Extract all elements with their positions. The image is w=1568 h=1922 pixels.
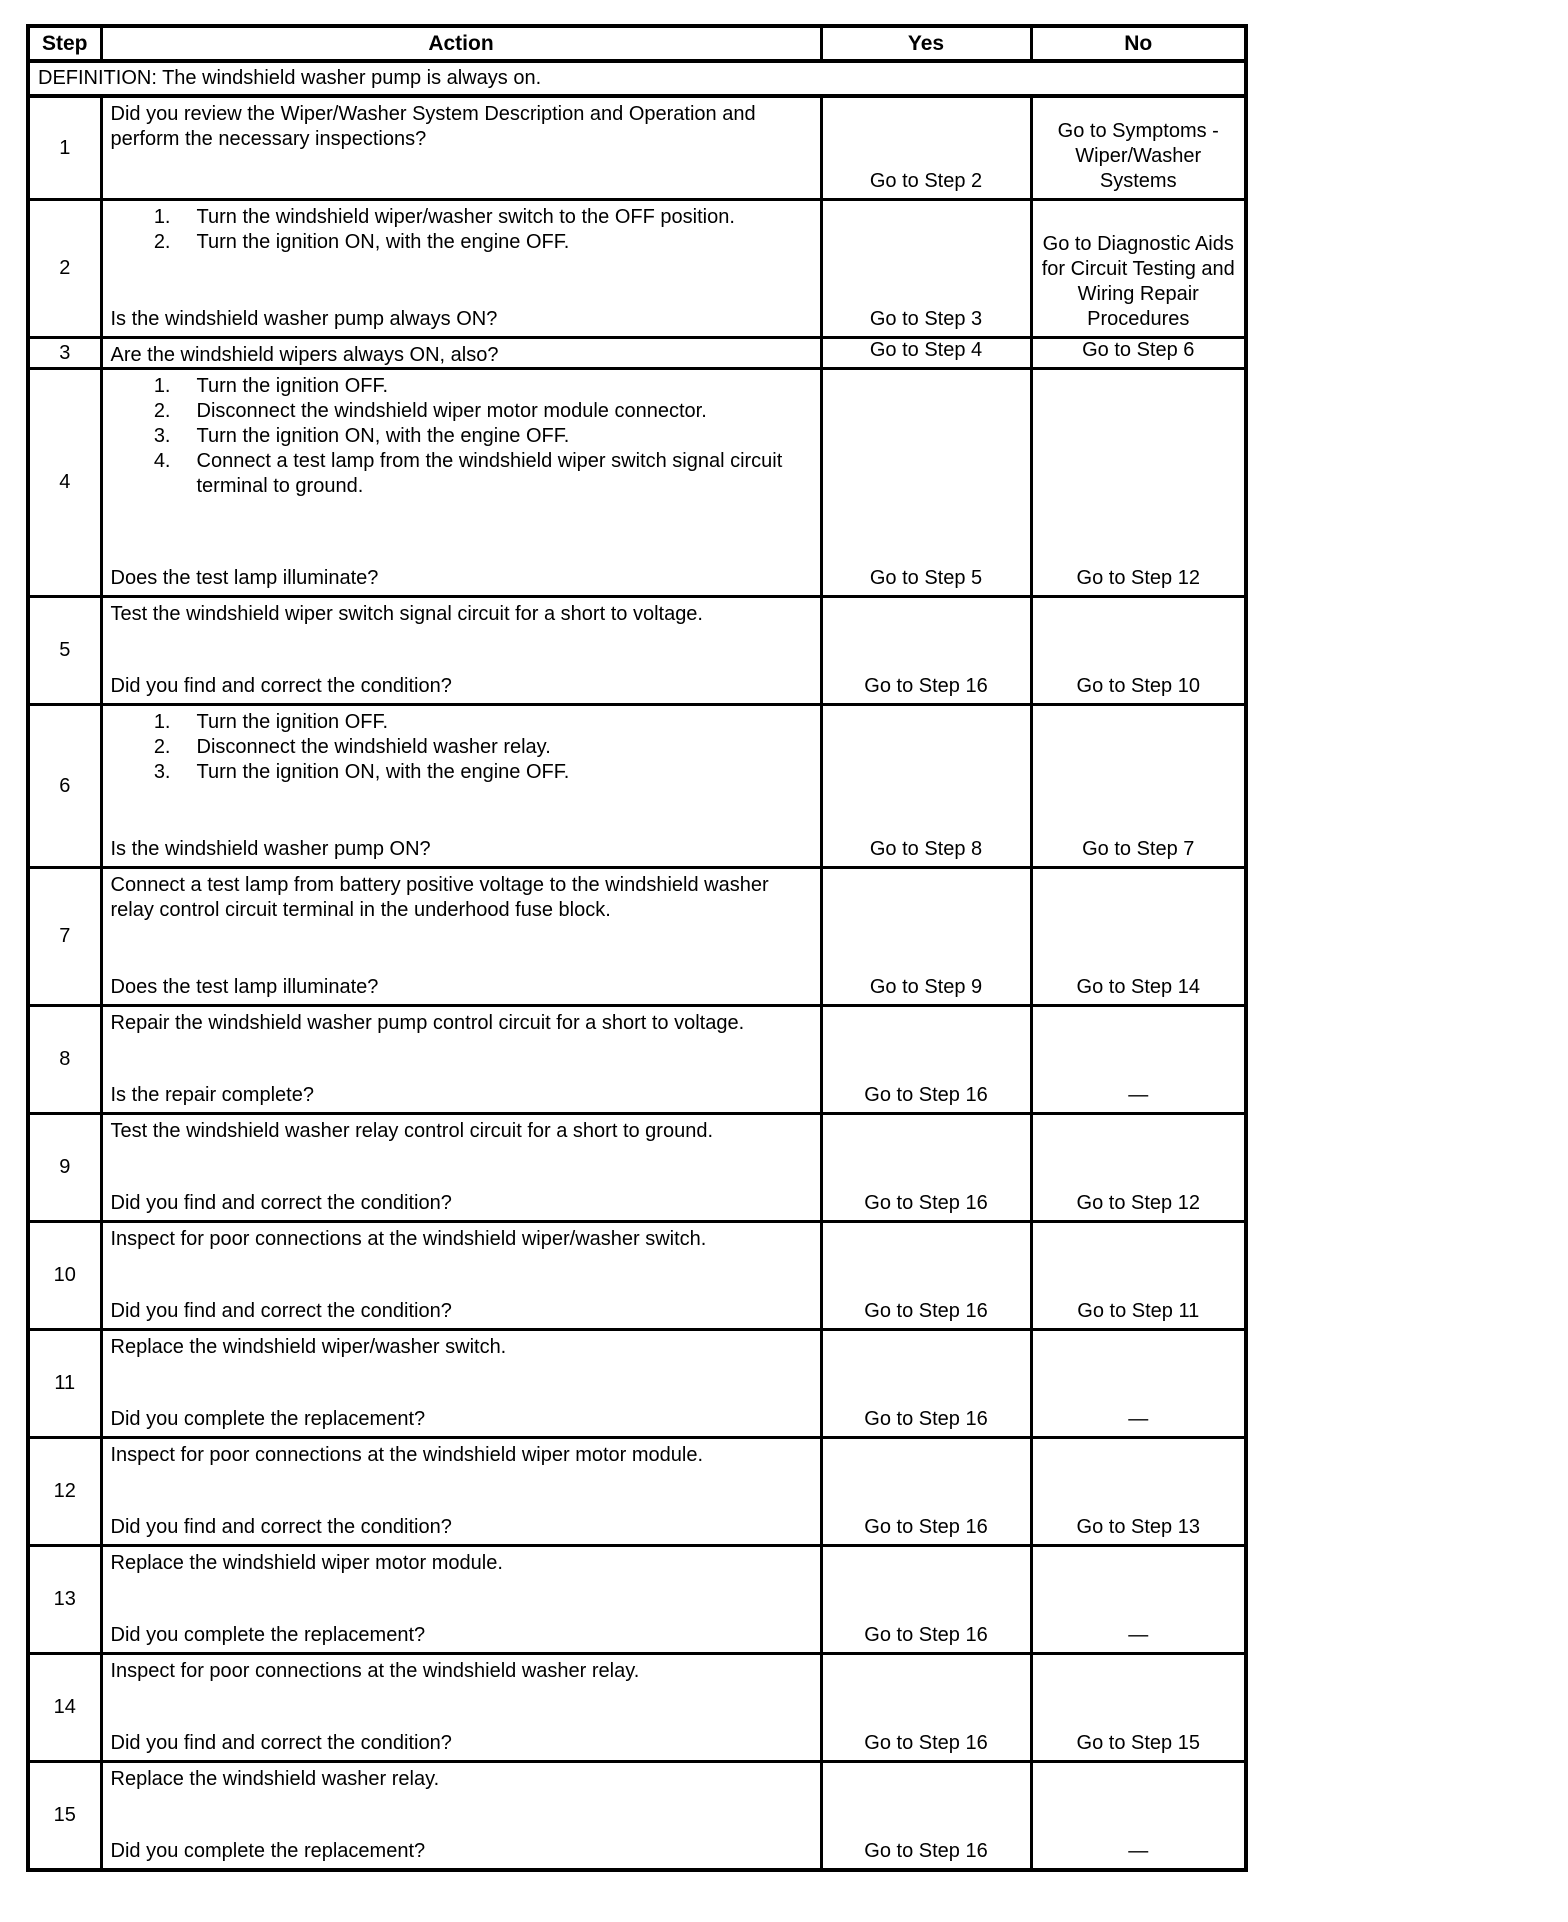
action-cell-content — [111, 1551, 812, 1648]
yes-value: Go to Step 16 — [864, 1408, 988, 1430]
yes-cell — [821, 1654, 1031, 1762]
no-cell — [1031, 1762, 1246, 1871]
step-cell — [28, 338, 101, 369]
step-cell — [28, 200, 101, 338]
action-cell — [101, 597, 821, 705]
action-text: Inspect for poor connections at the windshield washer relay. — [110, 1660, 640, 1682]
no-value: Go to Step 15 — [1076, 1732, 1200, 1754]
action-cell-content — [111, 873, 812, 1000]
action-text: Test the windshield wiper switch signal circuit for a short to voltage. — [110, 603, 703, 625]
action-cell — [101, 200, 821, 338]
action-question: Did you find and correct the condition? — [110, 675, 452, 697]
action-question: Did you find and correct the condition? — [110, 1732, 452, 1754]
no-cell — [1031, 338, 1246, 369]
yes-value: Go to Step 8 — [869, 838, 983, 860]
no-cell — [1031, 1114, 1246, 1222]
action-cell-content — [111, 1119, 812, 1216]
action-question: Is the windshield washer pump always ON? — [110, 308, 498, 330]
action-cell — [101, 1006, 821, 1114]
action-question: Did you find and correct the condition? — [110, 1300, 452, 1322]
action-cell-content — [111, 710, 812, 862]
diagnostic-table — [26, 24, 1248, 1872]
no-value: — — [1128, 1840, 1149, 1862]
table-row — [28, 705, 1246, 868]
no-value: Go to Step 7 — [1082, 838, 1195, 860]
action-cell-content — [111, 374, 812, 591]
action-cell — [101, 705, 821, 868]
action-instructions — [111, 374, 812, 499]
action-text: Repair the windshield washer pump control circuit for a short to voltage. — [110, 1012, 745, 1034]
action-cell-content — [111, 602, 812, 699]
instruction-item — [111, 449, 812, 499]
no-value: Go to Step 6 — [1082, 339, 1195, 361]
yes-cell — [821, 1438, 1031, 1546]
action-text: Inspect for poor connections at the windshield wiper motor module. — [110, 1444, 704, 1466]
table-row — [28, 338, 1246, 369]
yes-cell — [821, 369, 1031, 597]
step-cell — [28, 1330, 101, 1438]
step-cell — [28, 1114, 101, 1222]
column-header-step: Step — [28, 26, 101, 61]
no-value: — — [1128, 1408, 1149, 1430]
no-value: — — [1128, 1624, 1149, 1646]
no-value: Go to Diagnostic Aids for Circuit Testing and Wiring Repair Procedures — [1041, 233, 1235, 330]
instruction-item — [111, 760, 812, 785]
action-cell-content — [111, 1767, 812, 1864]
yes-value: Go to Step 2 — [869, 170, 983, 192]
instruction-item — [111, 374, 812, 399]
action-cell — [101, 1546, 821, 1654]
instruction-item — [111, 205, 812, 230]
instruction-number: 2. — [153, 736, 171, 758]
instruction-text: Turn the ignition OFF. — [196, 711, 389, 733]
no-cell — [1031, 1330, 1246, 1438]
yes-value: Go to Step 16 — [864, 1732, 988, 1754]
action-cell-content — [111, 1227, 812, 1324]
yes-cell — [821, 1114, 1031, 1222]
instruction-text: Disconnect the windshield wiper motor module connector. — [196, 400, 707, 422]
action-cell — [101, 338, 821, 369]
action-question: Did you complete the replacement? — [110, 1840, 426, 1862]
step-cell — [28, 1222, 101, 1330]
yes-value: Go to Step 16 — [864, 1192, 988, 1214]
column-header-action: Action — [101, 26, 821, 61]
instruction-text: Turn the windshield wiper/washer switch to the OFF position. — [196, 206, 735, 228]
step-number: 14 — [53, 1696, 76, 1718]
step-number: 15 — [53, 1804, 76, 1826]
action-cell — [101, 96, 821, 200]
table-row — [28, 1330, 1246, 1438]
action-cell — [101, 1222, 821, 1330]
step-cell — [28, 1546, 101, 1654]
action-text: Are the windshield wipers always ON, also? — [110, 344, 499, 366]
action-cell — [101, 868, 821, 1006]
instruction-number: 3. — [153, 425, 171, 447]
instruction-item — [111, 424, 812, 449]
step-number: 8 — [59, 1048, 71, 1070]
instruction-number: 1. — [153, 711, 171, 733]
definition-row — [28, 61, 1246, 96]
yes-cell — [821, 1330, 1031, 1438]
action-cell — [101, 1654, 821, 1762]
table-row — [28, 1438, 1246, 1546]
step-number: 9 — [59, 1156, 71, 1178]
step-cell — [28, 96, 101, 200]
action-cell — [101, 1438, 821, 1546]
step-cell — [28, 705, 101, 868]
no-value: Go to Step 13 — [1076, 1516, 1200, 1538]
action-text: Did you review the Wiper/Washer System Description and Operation and perform the necessary inspections? — [110, 103, 756, 150]
instruction-item — [111, 735, 812, 760]
step-cell — [28, 868, 101, 1006]
action-cell — [101, 1114, 821, 1222]
column-header-yes: Yes — [821, 26, 1031, 61]
step-cell — [28, 1006, 101, 1114]
yes-value: Go to Step 16 — [864, 1300, 988, 1322]
yes-cell — [821, 1762, 1031, 1871]
no-cell — [1031, 1006, 1246, 1114]
no-cell — [1031, 200, 1246, 338]
instruction-text: Turn the ignition ON, with the engine OFF. — [196, 231, 570, 253]
table-row — [28, 1654, 1246, 1762]
table-row — [28, 868, 1246, 1006]
step-cell — [28, 597, 101, 705]
instruction-item — [111, 710, 812, 735]
instruction-text: Disconnect the windshield washer relay. — [196, 736, 551, 758]
action-text: Inspect for poor connections at the windshield wiper/washer switch. — [110, 1228, 707, 1250]
action-text: Replace the windshield wiper motor module. — [110, 1552, 503, 1574]
table-row — [28, 597, 1246, 705]
header-row — [28, 26, 1246, 61]
yes-value: Go to Step 16 — [864, 675, 988, 697]
step-number: 2 — [59, 257, 71, 279]
yes-value: Go to Step 16 — [864, 1084, 988, 1106]
instruction-item — [111, 399, 812, 424]
table-row — [28, 369, 1246, 597]
action-question: Does the test lamp illuminate? — [110, 567, 379, 589]
step-cell — [28, 1438, 101, 1546]
action-text: Connect a test lamp from battery positive voltage to the windshield washer relay control circuit terminal in the underhood fuse block. — [110, 874, 769, 921]
action-instructions — [111, 205, 812, 255]
no-value: — — [1128, 1084, 1149, 1106]
yes-value: Go to Step 5 — [869, 567, 983, 589]
no-value: Go to Step 14 — [1076, 976, 1200, 998]
action-cell-content — [111, 102, 812, 194]
step-cell — [28, 1654, 101, 1762]
table-row — [28, 1762, 1246, 1871]
step-number: 12 — [53, 1480, 76, 1502]
action-cell — [101, 1330, 821, 1438]
step-number: 6 — [59, 774, 71, 797]
step-number: 4 — [59, 471, 71, 493]
action-text: Replace the windshield washer relay. — [110, 1768, 440, 1790]
yes-cell — [821, 1546, 1031, 1654]
action-question: Did you complete the replacement? — [110, 1624, 426, 1646]
step-cell — [28, 369, 101, 597]
action-text: Replace the windshield wiper/washer switch. — [110, 1336, 507, 1358]
step-number: 1 — [59, 136, 71, 159]
no-value: Go to Step 12 — [1076, 1192, 1200, 1214]
yes-value: Go to Step 9 — [869, 976, 983, 998]
no-value: Go to Step 11 — [1077, 1300, 1200, 1322]
instruction-number: 1. — [153, 206, 171, 228]
yes-value: Go to Step 16 — [864, 1840, 988, 1862]
table-row — [28, 1114, 1246, 1222]
no-cell — [1031, 868, 1246, 1006]
step-cell — [28, 1762, 101, 1871]
instruction-text: Turn the ignition ON, with the engine OFF. — [196, 761, 570, 783]
action-cell-content — [111, 1443, 812, 1540]
yes-cell — [821, 1006, 1031, 1114]
instruction-number: 4. — [153, 450, 171, 472]
instruction-item — [111, 230, 812, 255]
no-cell — [1031, 1546, 1246, 1654]
table-row — [28, 1006, 1246, 1114]
no-cell — [1031, 1654, 1246, 1762]
instruction-text: Turn the ignition OFF. — [196, 375, 389, 397]
action-text: Test the windshield washer relay control circuit for a short to ground. — [110, 1120, 714, 1142]
yes-cell — [821, 705, 1031, 868]
action-cell — [101, 369, 821, 597]
action-cell — [101, 1762, 821, 1871]
instruction-number: 2. — [153, 400, 171, 422]
no-cell — [1031, 369, 1246, 597]
definition-text: DEFINITION: The windshield washer pump is always on. — [28, 61, 1246, 96]
step-number: 11 — [54, 1372, 76, 1394]
no-value: Go to Step 10 — [1076, 675, 1200, 697]
no-cell — [1031, 96, 1246, 200]
no-value: Go to Symptoms - Wiper/Washer Systems — [1057, 120, 1219, 192]
no-cell — [1031, 597, 1246, 705]
instruction-number: 3. — [153, 761, 171, 783]
yes-value: Go to Step 4 — [869, 339, 983, 361]
no-value: Go to Step 12 — [1076, 567, 1200, 589]
yes-cell — [821, 597, 1031, 705]
yes-cell — [821, 1222, 1031, 1330]
table-row — [28, 1546, 1246, 1654]
table-row — [28, 200, 1246, 338]
yes-value: Go to Step 3 — [869, 308, 983, 330]
step-number: 7 — [59, 925, 71, 947]
column-header-no: No — [1031, 26, 1246, 61]
action-question: Does the test lamp illuminate? — [110, 976, 379, 998]
no-cell — [1031, 1438, 1246, 1546]
table-row — [28, 1222, 1246, 1330]
no-cell — [1031, 1222, 1246, 1330]
action-question: Did you find and correct the condition? — [110, 1192, 452, 1214]
instruction-number: 1. — [153, 375, 171, 397]
step-number: 13 — [53, 1588, 76, 1610]
action-cell-content — [111, 1011, 812, 1108]
no-cell — [1031, 705, 1246, 868]
yes-cell — [821, 96, 1031, 200]
instruction-text: Connect a test lamp from the windshield wiper switch signal circuit terminal to ground. — [196, 450, 783, 497]
instruction-text: Turn the ignition ON, with the engine OFF. — [196, 425, 570, 447]
step-number: 3 — [59, 341, 71, 364]
step-number: 5 — [59, 639, 71, 661]
table-row — [28, 96, 1246, 200]
action-question: Did you find and correct the condition? — [110, 1516, 452, 1538]
yes-value: Go to Step 16 — [864, 1624, 988, 1646]
action-cell-content — [111, 205, 812, 332]
action-instructions — [111, 710, 812, 785]
action-question: Is the repair complete? — [110, 1084, 314, 1106]
step-number: 10 — [53, 1264, 76, 1286]
yes-value: Go to Step 16 — [864, 1516, 988, 1538]
table-body — [28, 96, 1246, 1870]
instruction-number: 2. — [153, 231, 171, 253]
action-cell-content — [110, 343, 812, 366]
action-cell-content — [111, 1659, 812, 1756]
yes-cell — [821, 200, 1031, 338]
action-cell-content — [111, 1335, 812, 1432]
yes-cell — [821, 868, 1031, 1006]
action-question: Is the windshield washer pump ON? — [110, 838, 431, 860]
action-question: Did you complete the replacement? — [110, 1408, 426, 1430]
yes-cell — [821, 338, 1031, 369]
